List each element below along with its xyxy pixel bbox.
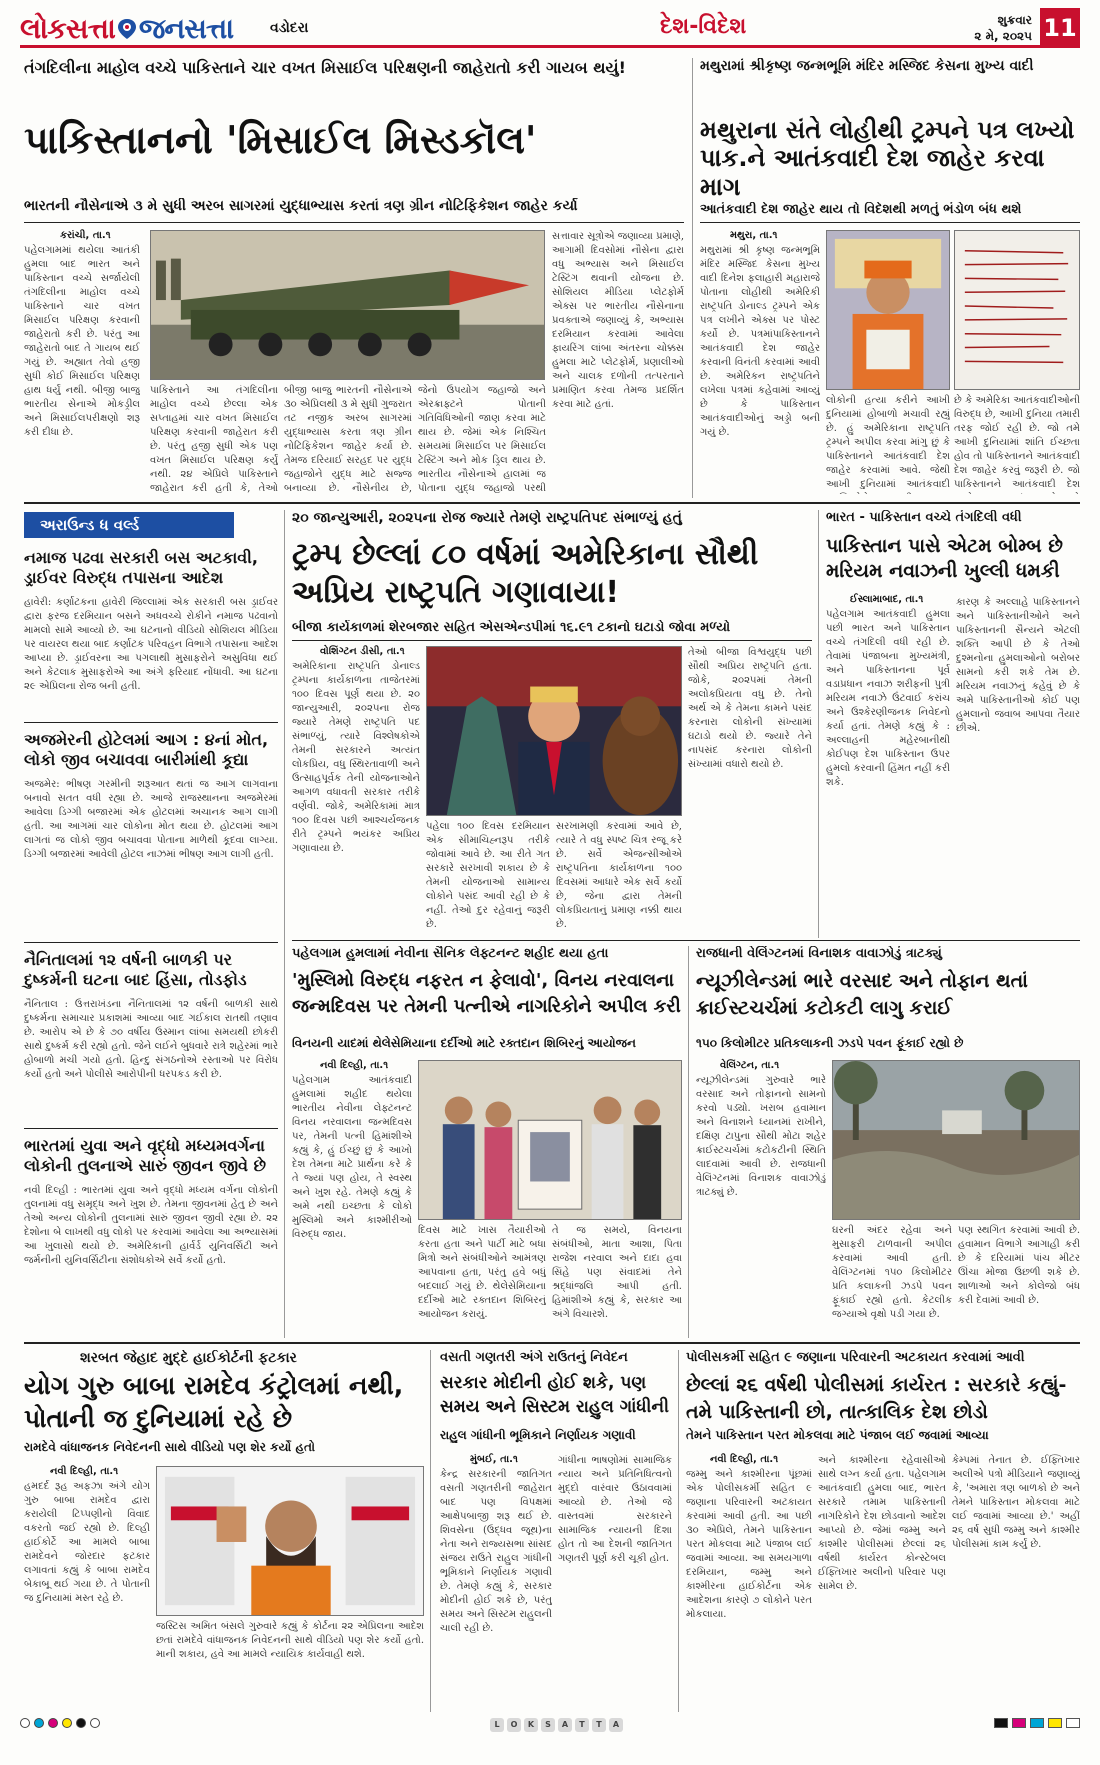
- army-body-col2: દિવસ માટે ખાસ તૈયારીઓ કરતા હતા અને પાર્ટી માટે બધા મિત્રો અને સંબંધીઓને આમંત્રણ આપવાના હતા, પરંતુ હવે બધું બદલાઈ ગયું છે. થેલેસેમિયાના દર્દીઓ માટે રક્તદાન શિબિરનું આયોજન કરાયું.: [418, 1225, 546, 1320]
- missile-photo[interactable]: [150, 230, 545, 380]
- footer-letter: T: [592, 1718, 606, 1732]
- trump-body-col4: તેઓ બીજા વિશ્વયુદ્ધ પછી સૌથી અપ્રિય રાષ્ટ્રપતિ હતા. જોકે, ૨૦૨૫માં તેમની અલોકપ્રિયતા વધુ છે. તેનો અર્થ એ કે તેમના કામને પસંદ કરનારા લોકોની સંખ્યામાં ઘટાડો થયો છે. જ્યારે તેને નાપસંદ કરનારા લોકોની સંખ્યામાં વધારો થયો છે.: [688, 647, 812, 770]
- nuclear-body-col2: કારણ કે અલ્લાહે પાકિસ્તાનને અને પાકિસ્તાનીઓને અને પાકિસ્તાનની સૈન્યને એટલી શક્તિ આપી છે કે તેઓ દુશ્મનોના હુમલાઓનો બરોબર સામનો કરી શકે તેમ છે. મરિયમ નવાઝનું કહેવું છે કે અમે પાકિસ્તાનીઓ કોઈ પણ હુમલાનો જવાબ આપવા તૈયાર છીએ.: [956, 597, 1080, 734]
- masthead: [20, 8, 1080, 48]
- police-kicker: પોલીસકર્મી સહિત ૯ જણાના પરિવારની અટકાયત કરવામાં આવી: [686, 1350, 1025, 1365]
- census-headline[interactable]: સરકાર મોદીની હોઈ શકે, પણ સમય અને સિસ્ટમ રાહુલ ગાંધીની: [440, 1373, 669, 1417]
- mathura-kicker: મથુરામાં શ્રીકૃષ્ણ જન્મભૂમિ મંદિર મસ્જિદ કેસના મુખ્ય વાદી: [700, 58, 1034, 74]
- issue-day: શુક્રવાર: [997, 13, 1032, 27]
- mathura-dateline: મથુરા, તા.૧: [730, 230, 778, 241]
- flood-photo[interactable]: [832, 1060, 1080, 1220]
- nuclear-body-col1: પહેલગામ આતંકવાદી હુમલા પછી ભારત અને પાકિસ્તાન વચ્ચે તંગદિલી વધી રહી છે. તેવામાં પંજાબના મુખ્યમંત્રી, અને પાકિસ્તાનના પૂર્વ વડાપ્રધાન નવાઝ શરીફની પુત્રી મરિયમ નવાઝે ઉંટવાઈ કરાંચ અને ઉશ્કેરણીજનક નિવેદનો કર્યા હતાં. તેમણે કહ્યું કે : અલ્લાહની મહેરબાનીથી કોઈપણ દેશ પાકિસ્તાન ઉપર હુમલો કરવાની હિંમત નહીં કરી શકે.: [826, 609, 950, 788]
- police-body-col2: અને કાશ્મીરના રહેવાસીઓ સાથે લગ્ન કર્યા હતા. પહેલગામ આતંકવાદી હુમલા બાદ, ભારત સરકારે તમામ પાકિસ્તાની નાગરિકોને દેશ છોડવાનો આદેશ આપ્યો છે. જેમાં જમ્મુ અને કાશ્મીર પોલીસમાં છેલ્લાં ૨૬ વર્ષથી કાર્યરત કોન્સ્ટેબલ ઈફ્તિખાર અલીનો પરિવાર પણ સામેલ છે.: [818, 1455, 946, 1592]
- ramdev-kicker: શરબત જેહાદ મુદ્દે હાઈકોર્ટની ફટકાર: [80, 1350, 297, 1366]
- ramdev-subhead: રામદેવે વાંધાજનક નિવેદનની સાથે વીડિયો પણ શેર કર્યો હતો: [24, 1440, 315, 1454]
- ramdev-dateline: નવી દિલ્હી, તા.૧: [50, 1466, 119, 1477]
- storm-subhead: ૧૫૦ કિલોમીટર પ્રતિકલાકની ઝડપે પવન ફૂંકાઈ રહ્યો છે: [696, 1036, 964, 1050]
- census-body-col1: કેન્દ્ર સરકારની જાતિગત વસતી ગણતરીની જાહેરાત બાદ પણ વિપક્ષમાં આક્ષેપબાજી શરૂ થઈ છે. શિવસેના (ઉદ્ધવ જૂથ)ના નેતા અને રાજ્યસભા સાંસદ સંજય રાઉતે રાહુલ ગાંધીની ભૂમિકાને નિર્ણાયક ગણાવી છે. તેમણે કહ્યું કે, સરકાર મોદીની હોઈ શકે છે, પરંતુ સમય અને સિસ્ટમ રાહુલની ચાલી રહી છે.: [440, 1469, 552, 1634]
- storm-headline[interactable]: ન્યૂઝીલેન્ડમાં ભારે વરસાદ અને તોફાન થતાં ક્રાઈસ્ટચર્ચમાં કટોકટી લાગુ કરાઈ: [696, 970, 1028, 1019]
- police-body-col3: કેમ્પમાં તેનાત છે. ઈફ્તિખાર અલીએ પત્રો મીડિયાને જણાવ્યું કે, 'અમારા ત્રણ બાળકો છે અને તેમને પાકિસ્તાન મોકલવા માટે લઈ જવામાં આવ્યા છે.' અહીં ૨૬ વર્ષ સુધી જમ્મુ અને કાશ્મીર પોલીસમાં કામ કર્યું છે.: [952, 1455, 1080, 1550]
- brief-headline[interactable]: અજમેરની હોટેલમાં આગ : ૪નાં મોત, લોકો જીવ બચાવવા બારીમાંથી કૂદ્યા: [24, 730, 269, 769]
- footer-letter: A: [558, 1718, 572, 1732]
- nuclear-kicker: ભારત - પાકિસ્તાન વચ્ચે તંગદિલી વધી: [826, 510, 1022, 525]
- around-the-world-tag: અરાઉન્ડ ધ વર્લ્ડ: [24, 512, 234, 538]
- brief-headline[interactable]: નૈનિતાલમાં ૧૨ વર્ષની બાળકી પર દુષ્કર્મની ઘટના બાદ હિંસા, તોડફોડ: [24, 950, 247, 989]
- mathura-body-col2: લોકોની હત્યા કરીને આખી દુનિયામાં હોબાળો મચાવી રહ્યું છે. હું અમેરિકાના રાષ્ટ્રપતિ ટ્રમ્પને અપીલ કરવા માંગુ છું કે પાકિસ્તાનને આતંકવાદી દેશ જાહેર કરવામાં આવે. જેથી આખી દુનિયામાં આતંકવાદી: [826, 395, 950, 490]
- trump-headline[interactable]: ટ્રમ્પ છેલ્લાં ૮૦ વર્ષમાં અમેરિકાના સૌથી અપ્રિય રાષ્ટ્રપતિ ગણાવાયા!: [292, 537, 759, 610]
- trump-kicker: ૨૦ જાન્યુઆરી, ૨૦૨૫ના રોજ જ્યારે તેમણે રાષ્ટ્રપતિપદ સંભાળ્યું હતું: [292, 510, 682, 526]
- trump-dateline: વોશિંગ્ટન ડીસી, તા.૧: [320, 646, 405, 657]
- lead-body-col4: જેનો ઉપયોગ જહાજો અને એરક્રાફ્ટને પોતાની ગતિવિધિઓની જાણ કરવા માટે થાય છે. જેમાં એક નિશ્ચિત સમયમાં મિસાઈલ પર મિસાઈલ ટેસ્ટિંગ અને મોક ડ્રિલ થાય છે. ભારતીય નૌસેનાએ હાલમાં જ પોતાના યુદ્ધ જહાજો પરથી: [418, 385, 546, 494]
- registration-marks: [20, 1718, 100, 1728]
- ramdev-headline[interactable]: યોગ ગુરુ બાબા રામદેવ કંટ્રોલમાં નથી, પોતાની જ દુનિયામાં રહે છે: [24, 1371, 404, 1433]
- mathura-subhead: આતંકવાદી દેશ જાહેર થાય તો વિદેશથી મળતું ભંડોળ બંધ થશે: [700, 202, 1022, 217]
- army-body-col3: તે જ સમયે, વિનયના સંબંધીઓ, માતા આશા, પિતા રાજેશ નરવાલ અને દાદા હવા સિંહે પણ સંવાદમાં તેને શ્રદ્ધાંજલિ આપી હતી. હિમાંશીએ કહ્યું કે, સરકાર આ અંગે વિચારશે.: [552, 1225, 682, 1320]
- police-subhead: તેમને પાકિસ્તાન પરત મોકલવા માટે પંજાબ લઈ જવામાં આવ્યા: [686, 1428, 989, 1442]
- brand-loksatta: લોકસત્તા: [20, 12, 115, 45]
- police-body-col1: જમ્મુ અને કાશ્મીરના પૂંછમાં એક પોલીસકર્મી સહિત ૯ જણાના પરિવારની અટકાયત કરવામાં આવી હતી. આ પછી ૩૦ એપ્રિલે, તેમને પાકિસ્તાન પરત મોકલવા માટે પંજાબ લઈ જવામાં આવ્યા. આ સમયગાળા દરમિયાન, જમ્મુ અને કાશ્મીરના હાઈકોર્ટના એક આદેશના કારણે ૭ લોકોને પરત મોકલાયા.: [686, 1469, 812, 1620]
- footer-letters: [490, 1718, 623, 1732]
- blood-letter-photo[interactable]: [954, 230, 1080, 390]
- lead-body-col2: પાકિસ્તાને આ તંગદિલીના માહોલ વચ્ચે છેલ્લા એક સપ્તાહમાં ચાર વખત મિસાઈલ પરિક્ષણ કરવાની જાહેરાત કરી છે. પરંતુ હજી સુધી એક પણ વખત મિસાઈલ પરિક્ષણ કર્યું નથી. ૨૪ એપ્રિલે પાકિસ્તાને જાહેરાત કરી હતી કે, તેઓ: [150, 385, 278, 494]
- lead-body-col3: બીજી બાજુ ભારતની નૌસેનાએ ૩૦ એપ્રિલથી ૩ મે સુધી ગુજરાત તટ નજીક અરબ સાગરમાં યુદ્ધાભ્યાસ કરતા ત્રણ ગ્રીન નોટિફિકેશન જાહેર કર્યા છે. તેમજ દરિયાઈ સરહદ પર યુદ્ધ જહાજોને યુદ્ધ માટે સજ્જ બનાવ્યા છે. નૌસેનીય છે,: [284, 385, 412, 494]
- saint-photo[interactable]: [826, 230, 950, 390]
- mathura-body-col3: છે કે અમેરિકા આતંકવાદીઓની વિરુદ્ધ છે, આખી દુનિયા તમારી તરફ જોઈ રહી છે. જો તમે આખી દુનિયામાં શાંતિ ઈચ્છતા હોવ તો પાકિસ્તાનને આતંકવાદી દેશ જાહેર કરવું જરૂરી છે. જો પાકિસ્તાનને આતંકવાદી દેશ: [954, 395, 1080, 490]
- ramdev-body-col1: હમદર્દ રૂહ અફઝા અંગે યોગ ગુરુ બાબા રામદેવ દ્વારા કરાયેલી ટિપ્પણીનો વિવાદ વકરતો જઈ રહ્યો છે. દિલ્હી હાઈકોર્ટે આ મામલે બાબા રામદેવને જોરદાર ફટકાર લગાવતાં કહ્યું કે બાબા રામદેવ બેકાબૂ થઈ ગયા છે. તે પોતાની જ દુનિયામાં મસ્ત રહે છે.: [24, 1481, 150, 1604]
- brief-body: હાવેરી: કર્ણાટકના હાવેરી જિલ્લામાં એક સરકારી બસ ડ્રાઈવર દ્વારા ફરજ દરમિયાન બસને અધવચ્ચે રોકીને નમાજ પઢવાનો મામલો સામે આવ્યો છે. આ ઘટનાનો વીડિયો સોશિયલ મીડિયા પર વાયરલ થયા બાદ કર્ણાટક પરિવહન વિભાગે તપાસના આદેશ આપ્યા છે. ડ્રાઈવરના આ પગલાથી મુસાફરોને અસુવિધા થઈ અને કેટલાક મુસાફરોએ આ અંગે ફરિયાદ નોંધાવી. આ ઘટના ૨૯ એપ્રિલના રોજ બની હતી.: [24, 597, 278, 692]
- newspaper-logo[interactable]: [20, 12, 233, 46]
- issue-date: [974, 12, 1032, 44]
- nuclear-headline[interactable]: પાકિસ્તાન પાસે એટમ બોમ્બ છે મરિયમ નવાઝની ખુલ્લી ધમકી: [826, 535, 1063, 582]
- footer-letter: A: [609, 1718, 623, 1732]
- lead-body-col5: સત્તાવાર સૂત્રોએ જણાવ્યા પ્રમાણે, આગામી દિવસોમાં નૌસેના દ્વારા વધુ અભ્યાસ અને મિસાઈલ ટેસ્ટિંગ થવાની યોજના છે. સોશિયલ મીડિયા પ્લેટફોર્મ એક્સ પર ભારતીય નૌસેનાના પ્રવક્તાએ જણાવ્યું કે, અભ્યાસ દરમિયાન કરવામાં આવેલા ફાયરિંગ લાંબા અંતરના ચોક્કસ હુમલા માટે પ્લેટફોર્મ, પ્રણાલીઓ અને ચાલક દળોની તત્પરતાને પ્રમાણિત કરવા તેમજ પ્રદર્શિત કરવા માટે હતાં.: [552, 231, 684, 410]
- brand-jansatta: જનસત્તા: [138, 12, 234, 45]
- census-kicker: વસતી ગણતરી અંગે રાઉતનું નિવેદન: [440, 1350, 628, 1365]
- lead-subhead: ભારતની નૌસેનાએ ૩ મે સુધી અરબ સાગરમાં યુદ્ધાભ્યાસ કરતાં ત્રણ ગ્રીન નોટિફિકેશન જાહેર કર્યા: [24, 198, 578, 214]
- trump-body-col2: પહેલા ૧૦૦ દિવસ દરમિયાન એક સીમાચિહ્નરૂપ તરીકે જોવામાં આવે છે. આ રીતે ગત સરકારે સરખાવી શકાય છે કે તેમની યોજનાઓ સામાન્ય લોકોને પસંદ આવી રહી છે કે નહીં. તેઓ દુર રહેવાનું જરૂરી છે.: [426, 821, 550, 930]
- police-dateline: નવી દિલ્હી, તા.૧: [710, 1454, 779, 1465]
- mathura-body-col1: મથુરામાં શ્રી કૃષ્ણ જન્મભૂમિ મંદિર મસ્જિદ કેસના મુખ્ય વાદી દિનેશ ફલાહારી મહારાજે પોતાના લોહીથી અમેરિકી રાષ્ટ્રપતિ ડોનાલ્ડ ટ્રમ્પને એક પત્ર લખીને એક્સ પર પોસ્ટ કર્યો છે. પત્રમાંપાકિસ્તાનને આતંકવાદી દેશ જાહેર કરવાની વિનંતી કરવામાં આવી છે. અમેરિકન રાષ્ટ્રપતિને લખેલા પત્રમાં કહેવામાં આવ્યું છે કે પાકિસ્તાન આતંકવાદીઓનું અડ્ડો બની ગયું છે.: [700, 245, 820, 438]
- trump-body-col1: અમેરિકાના રાષ્ટ્રપતિ ડોનાલ્ડ ટ્રમ્પના કાર્યકાળના તાજેતરમાં ૧૦૦ દિવસ પૂર્ણ થયા છે. ૨૦ જાન્યુઆરી, ૨૦૨૫ના રોજ જ્યારે તેમણે રાષ્ટ્રપતિ પદ સંભાળ્યું, ત્યારે વિશ્લેષકોએ તેમની સરકારને અત્યંત લોકપ્રિય, વધુ સ્થિરતાવાળી અને ઉત્સાહપૂર્વક તેની યોજનાઓને આગળ વધાવતી સરકાર તરીકે વર્ણવી. જોકે, અમેરિકામાં માત્ર ૧૦૦ દિવસ પછી આશ્ચર્યજનક રીતે ટ્રમ્પને ભયંકર અપ્રિય ગણાવાયા છે.: [292, 661, 420, 854]
- brief-headline[interactable]: ભારતમાં યુવા અને વૃદ્ધો મધ્યમવર્ગના લોકોની તુલનાએ સારું જીવન જીવે છે: [24, 1136, 266, 1175]
- ramdev-photo[interactable]: [156, 1466, 424, 1616]
- lead-body-col1: પહેલગામમાં થયેલા આતંકી હુમલા બાદ ભારત અને પાકિસ્તાન વચ્ચે સર્જાયેલી તંગદિલીના માહોલ વચ્ચે પાકિસ્તાને ચાર વખત મિસાઈલ પરિક્ષણ કરવાની જાહેરાતો કરી છે. પરંતુ આ જાહેરાતો બાદ તે ગાયબ થઈ ગયું છે. અહ્યાત તેવો હજી સુધી કોઈ મિસાઈલ પરિક્ષણ હાથ ધર્યું નથી. બીજી બાજુ ભારતીય સેનાએ મોકડ્રીલ અને મિસાઈલપરીક્ષણો શરૂ કરી દીધા છે.: [24, 245, 140, 438]
- footer-letter: T: [575, 1718, 589, 1732]
- trump-body-col3: સરખામણી કરવામાં આવે છે, ત્યારે તે વધુ સ્પષ્ટ ચિત્ર રજૂ કરે છે. સર્વે એજન્સીઓએ રાષ્ટ્રપતિના કાર્યકાળના ૧૦૦ દિવસમાં આધારે એક સર્વે કર્યો છે, જેના દ્વારા તેમની લોકપ્રિયતાનું પ્રમાણ નક્કી થાય છે.: [556, 821, 682, 930]
- color-bar: [994, 1718, 1080, 1728]
- army-headline[interactable]: 'મુસ્લિમો વિરુદ્ધ નફરત ન ફેલાવો', વિનય નરવાલના જન્મદિવસ પર તેમની પત્નીએ નાગરિકોને અપીલ કરી: [292, 970, 681, 1018]
- census-dateline: મુંબઈ, તા.૧: [470, 1454, 518, 1465]
- brief-body: અજમેર: ભીષણ ગરમીની શરૂઆત થતાં જ આગ લાગવાના બનાવો સતત વધી રહ્યા છે. આજે રાજસ્થાનના અજમેરમાં આવેલા ડિગ્ગી બજારમાં એક હોટલમાં અચાનક આગ લાગી હતી. આ આગમાં ચાર લોકોના મોત થયા છે. હોટલમાં આગ લાગતાં જ લોકો જીવ બચાવવા પોતાના માળેથી કૂદવા લાગ્યા. ડિગ્ગી બજારમાં આવેલી હોટલ નાઝમાં ભીષણ આગ લાગી હતી.: [24, 779, 278, 860]
- police-headline[interactable]: છેલ્લાં ૨૬ વર્ષથી પોલીસમાં કાર્યરત : સરકારે કહ્યું- તમે પાકિસ્તાની છો, તાત્કાલિક દેશ છોડો: [686, 1374, 1067, 1423]
- brief-body: નવી દિલ્હી : ભારતમાં યુવા અને વૃદ્ધો મધ્યમ વર્ગના લોકોની તુલનામાં વધુ સમૃદ્ધ અને ખુશ છે. તેમના જીવનમાં હેતુ છે અને તેઓ અન્ય લોકોની તુલનામાં સારું જીવન જીવી રહ્યા છે. ૨૨ દેશોના બે લાખથી વધુ લોકો પર કરવામાં આવેલા આ અભ્યાસમાં આ ખુલાસો થયો છે. અમેરિકાની હાર્વર્ડ યુનિવર્સિટી અને જર્મનીની યુનિવર્સિટીના સંશોધકોએ સર્વે કર્યો હતો.: [24, 1185, 278, 1266]
- issue-date-text: ૨ મે, ૨૦૨૫: [974, 29, 1032, 43]
- census-subhead: રાહુલ ગાંધીની ભૂમિકાને નિર્ણાયક ગણાવી: [440, 1428, 636, 1442]
- edition-city: વડોદરા: [270, 20, 309, 36]
- census-body-col2: ગાંધીના ભાષણોમાં સામાજિક ન્યાય અને પ્રતિનિધિત્વનો મુદ્દો વારંવાર ઉઠાવવામાં આવ્યો છે. તેઓ જે વાસ્તવમાં સરકારને સામાજિક ન્યાયની દિશા હોત તો આ દેશની જાતિગત ગણતરી પૂર્ણ કરી ચૂકી હોત.: [558, 1455, 672, 1564]
- lead-headline[interactable]: પાકિસ્તાનનો 'મિસાઈલ મિસ્ડકૉલ': [24, 118, 537, 162]
- trump-subhead: બીજા કાર્યકાળમાં શેરબજાર સહિત એસએન્ડપીમાં ૧૬.૯૧ ટકાનો ઘટાડો જોવા મળ્યો: [292, 620, 731, 635]
- storm-dateline: વેલિંગ્ટન, તા.૧: [720, 1060, 780, 1071]
- army-kicker: પહેલગામ હુમલામાં નેવીના સૈનિક લેફ્ટનન્ટ શહીદ થયા હતા: [292, 946, 609, 961]
- location-pin-icon: [117, 18, 137, 40]
- footer-letter: O: [507, 1718, 521, 1732]
- army-body-col1: પહેલગામ આતંકવાદી હુમલામાં શહીદ થયેલા ભારતીય નેવીના લેફ્ટનન્ટ વિનય નરવાલના જન્મદિવસ પર, તેમની પત્ની હિમાંશીએ કહ્યું કે, હું ઈચ્છું છું કે આખો દેશ તેમના માટે પ્રાર્થના કરે કે તે જ્યાં પણ હોય, તે સ્વસ્થ અને ખુશ રહે. તેમણે કહ્યું કે અમે નથી ઇચ્છતા કે લોકો મુસ્લિમો અને કાશ્મીરીઓ વિરુદ્ધ જાય.: [292, 1075, 412, 1240]
- army-subhead: વિનયની યાદમાં થેલેસેમિયાના દર્દીઓ માટે રક્તદાન શિબિરનું આયોજન: [292, 1036, 636, 1050]
- section-title: દેશ-વિદેશ: [660, 14, 747, 39]
- lead-dateline: કરાંચી, તા.૧: [60, 230, 111, 241]
- trump-photo[interactable]: [426, 646, 682, 816]
- brief-headline[interactable]: નમાજ પઢવા સરકારી બસ અટકાવી, ડ્રાઈવર વિરુદ્ધ તપાસના આદેશ: [24, 548, 258, 587]
- footer-letter: L: [490, 1718, 504, 1732]
- storm-kicker: રાજધાની વેલિંગ્ટનમાં વિનાશક વાવાઝોડું ત્રાટક્યું: [696, 946, 942, 961]
- tribute-photo[interactable]: [418, 1060, 682, 1220]
- mathura-headline[interactable]: મથુરાના સંતે લોહીથી ટ્રમ્પને પત્ર લખ્યો પાક.ને આતંકવાદી દેશ જાહેર કરવા માગ: [700, 116, 1075, 201]
- footer-letter: K: [524, 1718, 538, 1732]
- nuclear-dateline: ઈસ્લામાબાદ, તા.૧: [850, 594, 924, 605]
- storm-body-col3: પણ સ્થગિત કરવામાં આવી છે. હવામાન વિભાગે આગાહી કરી છે કે દરિયામાં પાંચ મીટર ઊંચા મોજા ઉછળી શકે છે. શાળાઓ અને કોલેજો બંધ કરી દેવામાં આવી છે.: [958, 1225, 1080, 1306]
- storm-body-col2: ઘરની અંદર રહેવા અને મુસાફરી ટાળવાની અપીલ કરવામાં આવી હતી. વેલિંગ્ટનમાં ૧૫૦ કિલોમીટર પ્રતિ કલાકની ઝડપે પવન ફૂંકાઈ રહ્યો હતો. કેટલીક જગ્યાએ વૃક્ષો પડી ગયા છે.: [832, 1225, 952, 1320]
- ramdev-body-col2: જસ્ટિસ અમિત બંસલે ગુરુવારે કહ્યું કે કોર્ટના ૨૨ એપ્રિલના આદેશ છતાં રામદેવે વાંધાજનક નિવેદનની સાથે વીડિયો પણ શેર કર્યો હતો. માની શકાય, હવે આ મામલે ન્યાયિક કાર્યવાહી થશે.: [156, 1621, 424, 1660]
- army-dateline: નવી દિલ્હી, તા.૧: [320, 1060, 389, 1071]
- brief-body: નૈનિતાલ : ઉત્તરાખંડના નૈનિતાલમાં ૧૨ વર્ષની બાળકી સાથે દુષ્કર્મના સમાચાર પ્રકાશમાં આવ્યા બાદ ગઈકાલ રાતથી તણાવ છે. આરોપ એ છે કે ૭૦ વર્ષીય ઉસ્માન લાંબા સમયથી છોકરી સાથે દુષ્કર્મ કરી રહ્યો હતો. જેને લઈને બુધવારે રાત્રે શહેરમાં ભારે હોબાળો મચી ગયો હતો. હિન્દુ સંગઠનોએ રસ્તાઓ પર વિરોધ કર્યો હતો અને પોલીસે આરોપીની ધરપકડ કરી છે.: [24, 999, 278, 1080]
- page-footer: [20, 1718, 1080, 1732]
- footer-letter: S: [541, 1718, 555, 1732]
- lead-kicker: તંગદિલીના માહોલ વચ્ચે પાકિસ્તાને ચાર વખત મિસાઈલ પરિક્ષણની જાહેરાતો કરી ગાયબ થયું!: [24, 58, 626, 77]
- page-number: 11: [1040, 8, 1080, 48]
- storm-body-col1: ન્યૂઝીલેન્ડમાં ગુરુવારે ભારે વરસાદ અને તોફાનનો સામનો કરવો પડ્યો. ખરાબ હવામાન અને વિનાશને ધ્યાનમાં રાખીને, દક્ષિણ ટાપુના સૌથી મોટા શહેર ક્રાઈસ્ટચર્ચમાં કટોકટીની સ્થિતિ લાદવામાં આવી છે. રાજધાની વેલિંગ્ટનમાં વિનાશક વાવાઝોડું ત્રાટક્યું છે.: [696, 1075, 826, 1198]
